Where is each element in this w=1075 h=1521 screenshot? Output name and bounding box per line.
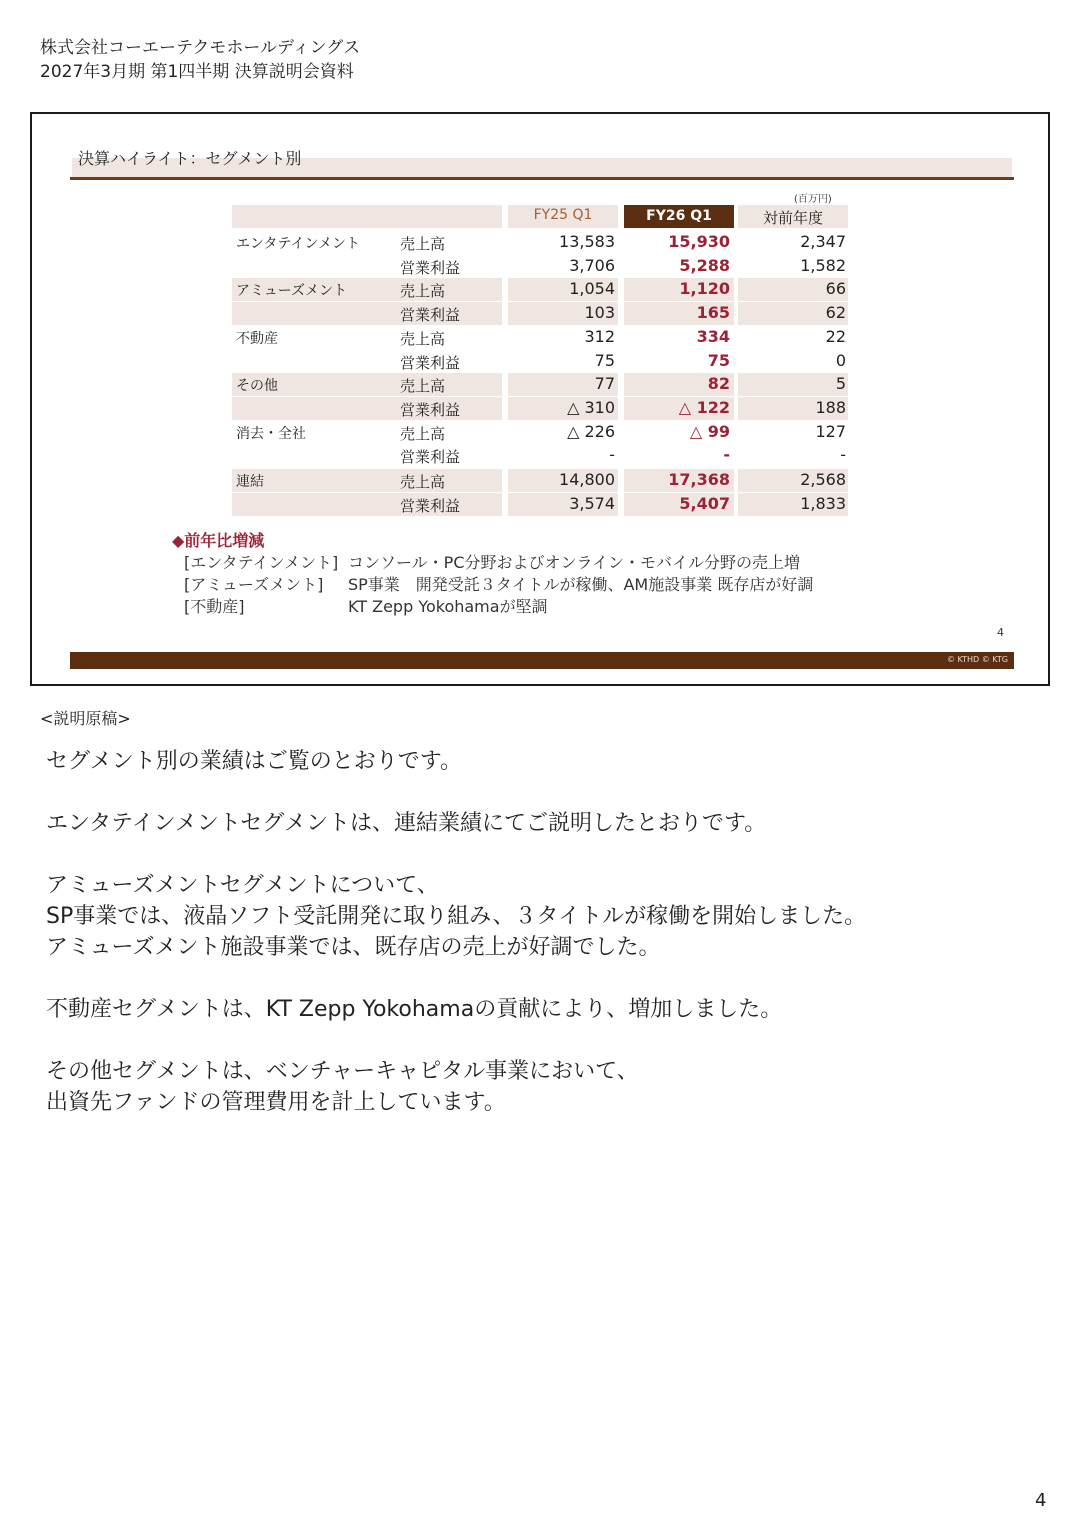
row-shade [232,493,502,516]
script-line: アミューズメントセグメントについて、 [46,873,439,898]
segment-name: 不動産 [236,330,278,347]
segment-name: その他 [236,378,278,395]
value-fy26q1: 17,368 [668,470,730,489]
value-yoy: 127 [815,421,846,441]
value-fy25q1: 3,706 [569,255,615,275]
table-header-row [232,205,852,228]
item-name: 売上高 [400,235,446,253]
value-fy25q1: △ 226 [567,421,615,441]
value-fy25q1: 103 [584,303,615,323]
value-yoy: 188 [815,397,846,417]
col-header-fy25q1: FY25 Q1 [533,207,593,223]
unit-label: (百万円) [794,194,832,205]
yoy-notes [172,530,814,618]
script-paragraph [46,808,866,839]
table-row [232,444,852,467]
item-name: 営業利益 [400,353,461,372]
notes-heading: ◆前年比増減 [172,531,265,550]
slide-title-rule [70,177,1014,180]
table-row [232,278,852,301]
value-fy26q1: 5,288 [679,255,730,275]
script-line: その他セグメントは、ベンチャーキャピタル事業において、 [46,1059,639,1084]
value-fy25q1: 77 [594,374,615,394]
item-name: 売上高 [400,473,446,491]
value-fy25q1: △ 310 [567,397,615,417]
script-paragraph [46,746,866,777]
header-shade [232,205,502,228]
value-fy25q1: 1,054 [569,279,615,299]
script-line: エンタテインメントセグメントは、連結業績にてご説明したとおりです。 [46,811,767,836]
script-body [46,746,866,1149]
script-paragraph [46,870,866,963]
segment-name: アミューズメント [236,283,348,300]
value-fy26q1: 82 [707,374,730,394]
item-name: 売上高 [400,282,446,301]
value-fy25q1: 312 [584,326,615,346]
script-line: 不動産セグメントは、KT Zepp Yokohamaの貢献により、増加しました。 [46,997,783,1022]
value-yoy: 22 [825,326,846,346]
script-line: セグメント別の業績はご覧のとおりです。 [46,749,463,774]
value-fy25q1: - [609,445,615,465]
table-row [232,397,852,420]
value-yoy: 62 [825,303,846,323]
row-shade [232,397,502,420]
value-yoy: - [840,445,846,465]
item-name: 営業利益 [400,448,461,467]
script-label: <説明原稿> [40,709,131,728]
value-fy26q1: 334 [696,326,730,346]
value-fy25q1: 13,583 [559,232,615,251]
table-row [232,326,852,349]
table-row [232,302,852,325]
script-line: SP事業では、液晶ソフト受託開発に取り組み、３タイトルが稼働を開始しました。 [46,904,867,929]
slide-frame [30,112,1050,686]
note-line [172,596,548,618]
segment-name: 連結 [236,474,264,490]
row-shade [232,469,502,492]
note-line [172,552,801,574]
segment-name: 消去・全社 [236,425,306,442]
value-fy25q1: 3,574 [569,493,615,513]
note-text: コンソール・PC分野およびオンライン・モバイル分野の売上増 [348,553,801,572]
value-fy25q1: 75 [594,350,615,370]
script-line: アミューズメント施設事業では、既存店の売上が好調でした。 [46,935,661,960]
note-text: KT Zepp Yokohamaが堅調 [348,597,548,616]
col-header-yoy: 対前年度 [762,209,823,227]
slide-page-number: 4 [997,626,1004,639]
copyright-text: © KTHD © KTG [946,655,1008,664]
item-name: 営業利益 [400,496,461,515]
segment-name: エンタテインメント [236,236,361,252]
company-name: 株式会社コーエーテクモホールディングス [40,38,361,58]
value-fy26q1: 5,407 [679,493,730,513]
script-line: 出資先ファンドの管理費用を計上しています。 [46,1090,506,1115]
table-row [232,421,852,444]
script-paragraph [46,994,866,1025]
item-name: 営業利益 [400,306,461,325]
value-fy25q1: 14,800 [559,470,615,489]
value-fy26q1: 15,930 [668,232,730,251]
value-yoy: 2,568 [800,470,846,489]
value-fy26q1: 1,120 [679,279,730,299]
value-yoy: 5 [835,374,846,394]
table-row [232,469,852,492]
value-yoy: 1,582 [800,255,846,275]
slide-title: 決算ハイライト：セグメント別 [78,149,302,168]
note-line [172,574,814,596]
slide-footer-bar [70,652,1014,669]
value-yoy: 0 [835,350,846,370]
item-name: 売上高 [400,377,446,396]
note-tag: [不動産] [184,597,245,616]
item-name: 売上高 [400,424,446,443]
note-text: SP事業 開発受託３タイトルが稼働、AM施設事業 既存店が好調 [348,575,814,594]
item-name: 営業利益 [400,400,461,419]
table-row [232,493,852,516]
item-name: 売上高 [400,329,446,348]
value-yoy: 2,347 [800,232,846,251]
page-number: 4 [1035,1490,1047,1511]
value-fy26q1: - [723,445,730,465]
value-yoy: 66 [825,279,846,299]
value-fy26q1: 165 [696,303,730,323]
table-row [232,255,852,278]
value-fy26q1: △ 99 [689,421,730,441]
note-tag: [アミューズメント] [184,575,324,594]
value-yoy: 1,833 [800,493,846,513]
table-row [232,350,852,373]
table-row [232,373,852,396]
document-subtitle: 2027年3月期 第1四半期 決算説明会資料 [40,62,354,82]
item-name: 営業利益 [400,258,461,277]
col-header-fy26q1: FY26 Q1 [624,205,734,228]
table-row [232,231,852,254]
note-tag: [エンタテインメント] [184,553,339,572]
value-fy26q1: 75 [707,350,730,370]
document-header [40,36,360,84]
script-paragraph [46,1056,866,1118]
value-fy26q1: △ 122 [678,397,730,417]
row-shade [232,302,502,325]
